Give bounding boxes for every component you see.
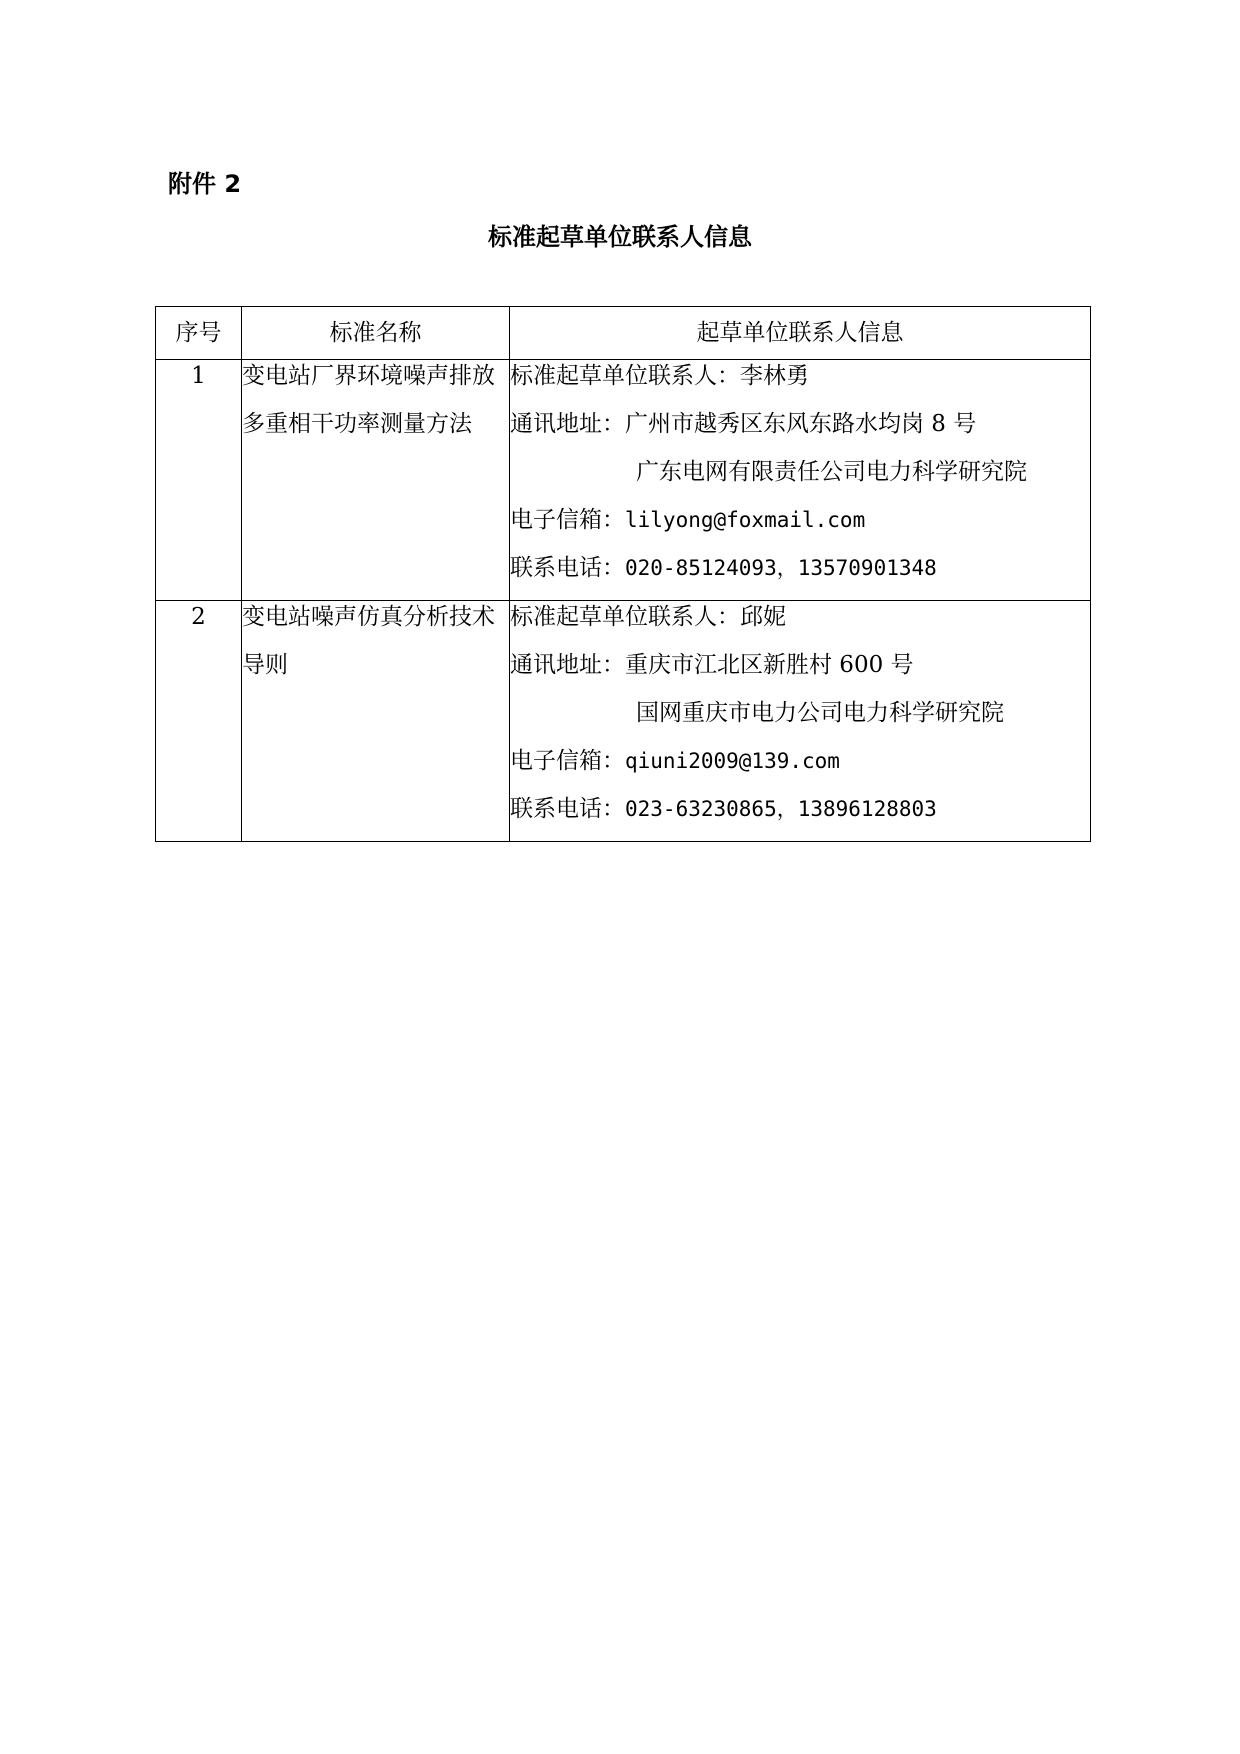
contact-info-cell <box>510 601 1091 842</box>
contact-label: 标准起草单位联系人： <box>510 363 740 389</box>
table-row <box>156 360 1091 601</box>
contact-line <box>510 360 1090 408</box>
email-line <box>510 745 1090 793</box>
row-number: 2 <box>156 601 242 842</box>
email-label: 电子信箱： <box>510 507 625 533</box>
address-value: 广州市越秀区东风东路水均岗 8 号 <box>625 411 977 437</box>
phone-value: 023-63230865，13896128803 <box>625 797 937 821</box>
standard-name-cell <box>242 601 510 842</box>
address-label: 通讯地址： <box>510 652 625 678</box>
contact-info-cell <box>510 360 1091 601</box>
standard-name-cell <box>242 360 510 601</box>
phone-line <box>510 793 1090 841</box>
contact-line <box>510 601 1090 649</box>
header-number: 序号 <box>156 307 242 360</box>
email-label: 电子信箱： <box>510 748 625 774</box>
email-value: qiuni2009@139.com <box>625 749 840 773</box>
document-title: 标准起草单位联系人信息 <box>488 223 752 251</box>
email-line <box>510 504 1090 552</box>
email-value: lilyong@foxmail.com <box>625 508 866 532</box>
phone-line <box>510 552 1090 600</box>
address-line <box>510 408 1090 456</box>
address-line-2: 国网重庆市电力公司电力科学研究院 <box>636 700 1004 726</box>
address-label: 通讯地址： <box>510 411 625 437</box>
address-value: 重庆市江北区新胜村 600 号 <box>625 652 914 678</box>
attachment-label: 附件 2 <box>168 170 242 198</box>
phone-label: 联系电话： <box>510 796 625 822</box>
header-contact-info: 起草单位联系人信息 <box>510 307 1091 360</box>
standard-name: 变电站厂界环境噪声排放多重相干功率测量方法 <box>242 363 495 437</box>
phone-label: 联系电话： <box>510 555 625 581</box>
contact-table <box>155 306 1091 842</box>
phone-value: 020-85124093，13570901348 <box>625 556 937 580</box>
table-row <box>156 601 1091 842</box>
contact-value: 李林勇 <box>740 363 809 389</box>
contact-value: 邱妮 <box>740 604 786 630</box>
standard-name: 变电站噪声仿真分析技术导则 <box>242 604 495 678</box>
address-line <box>510 649 1090 697</box>
contact-label: 标准起草单位联系人： <box>510 604 740 630</box>
row-number: 1 <box>156 360 242 601</box>
address-line-2: 广东电网有限责任公司电力科学研究院 <box>636 459 1027 485</box>
header-standard-name: 标准名称 <box>242 307 510 360</box>
